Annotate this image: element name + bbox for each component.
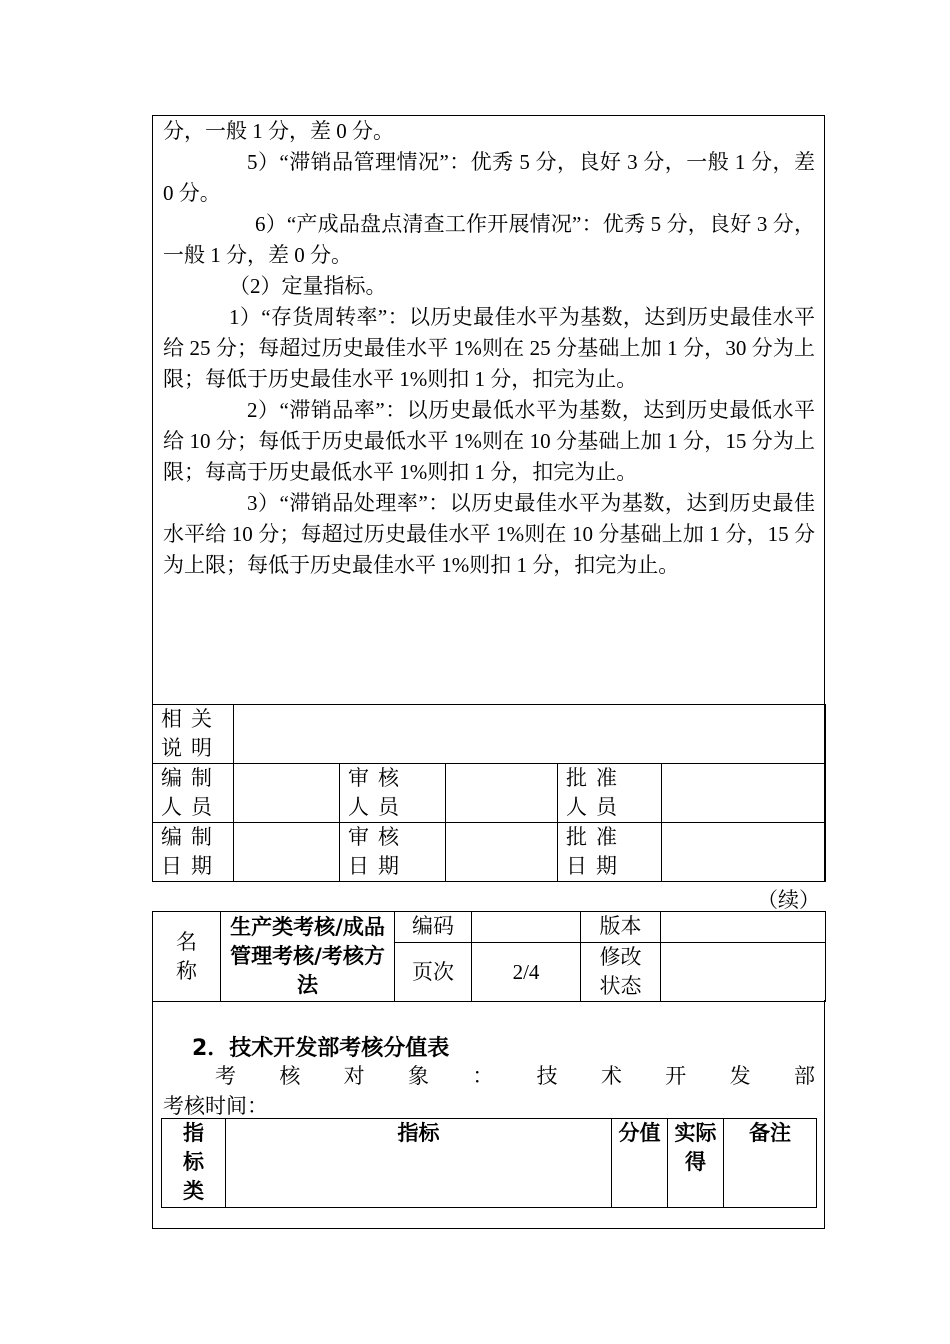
approved-date-label: 批准日期	[558, 823, 662, 882]
text-quant-2: 2）“滞销品率”：以历史最低水平为基数，达到历史最低水平给 10 分；每低于历史最低水平 1%则在 10 分基础上加 1 分，15 分为上限；每高于历史最低水平 1%则扣 1 分，扣完为止。	[163, 398, 815, 484]
reviewed-date-value	[446, 823, 558, 882]
revision-label: 修改状态	[581, 943, 661, 1002]
prepared-date-label: 编制日期	[153, 823, 234, 882]
assessment-time: 考核时间：	[163, 1094, 268, 1118]
text-section-2: （2）定量指标。	[229, 274, 387, 298]
version-value	[661, 912, 826, 943]
prepared-by-value	[234, 764, 340, 823]
approved-by-label: 批准人员	[558, 764, 662, 823]
revision-value	[661, 943, 826, 1002]
text-quant-3: 3）“滞销品处理率”：以历史最佳水平为基数，达到历史最佳水平给 10 分；每超过历史最佳水平 1%则在 10 分基础上加 1 分，15 分为上限；每低于历史最佳水平 1%则扣 1 分，扣完为止。	[163, 491, 815, 577]
reviewed-by-label: 审核人员	[340, 764, 446, 823]
related-label: 相关说明	[153, 705, 234, 764]
header-remarks: 备注	[724, 1119, 817, 1208]
text-item-5: 5）“滞销品管理情况”：优秀 5 分，良好 3 分，一般 1 分，差 0 分。	[163, 150, 815, 205]
reviewed-by-value	[446, 764, 558, 823]
prepared-date-value	[234, 823, 340, 882]
reviewed-date-label: 审核日期	[340, 823, 446, 882]
name-value: 生产类考核/成品管理考核/考核方法	[221, 912, 395, 1002]
page-label: 页次	[395, 943, 472, 1002]
continued-label: （续）	[757, 888, 820, 912]
header-indicator: 指标	[226, 1119, 612, 1208]
text-item-6: 6）“产成品盘点清查工作开展情况”：优秀 5 分，良好 3 分，一般 1 分，差 0 分。	[163, 212, 815, 267]
header-indicator-type: 指标类	[162, 1119, 226, 1208]
assessment-object	[163, 1061, 815, 1121]
header-score: 分值	[612, 1119, 668, 1208]
approval-table	[152, 704, 826, 882]
prepared-by-label: 编制人员	[153, 764, 234, 823]
approved-by-value	[662, 764, 826, 823]
header-actual: 实际得	[668, 1119, 724, 1208]
version-label: 版本	[581, 912, 661, 943]
name-label: 名称	[153, 912, 221, 1002]
score-table	[161, 1118, 817, 1208]
body-text	[163, 116, 815, 581]
object-line: 考 核 对 象 ： 技 术 开 发 部	[215, 1064, 815, 1088]
approved-date-value	[662, 823, 826, 882]
section-title: 2．技术开发部考核分值表	[192, 1036, 450, 1061]
code-label: 编码	[395, 912, 472, 943]
text-line-0: 分，一般 1 分，差 0 分。	[163, 119, 394, 143]
page-value: 2/4	[472, 943, 581, 1002]
document-header-table	[152, 911, 826, 1002]
related-value	[234, 705, 826, 764]
text-quant-1: 1）“存货周转率”：以历史最佳水平为基数，达到历史最佳水平给 25 分；每超过历史最佳水平 1%则在 25 分基础上加 1 分，30 分为上限；每低于历史最佳水平 1%则扣 1 分，扣完为止。	[163, 305, 815, 391]
code-value	[472, 912, 581, 943]
